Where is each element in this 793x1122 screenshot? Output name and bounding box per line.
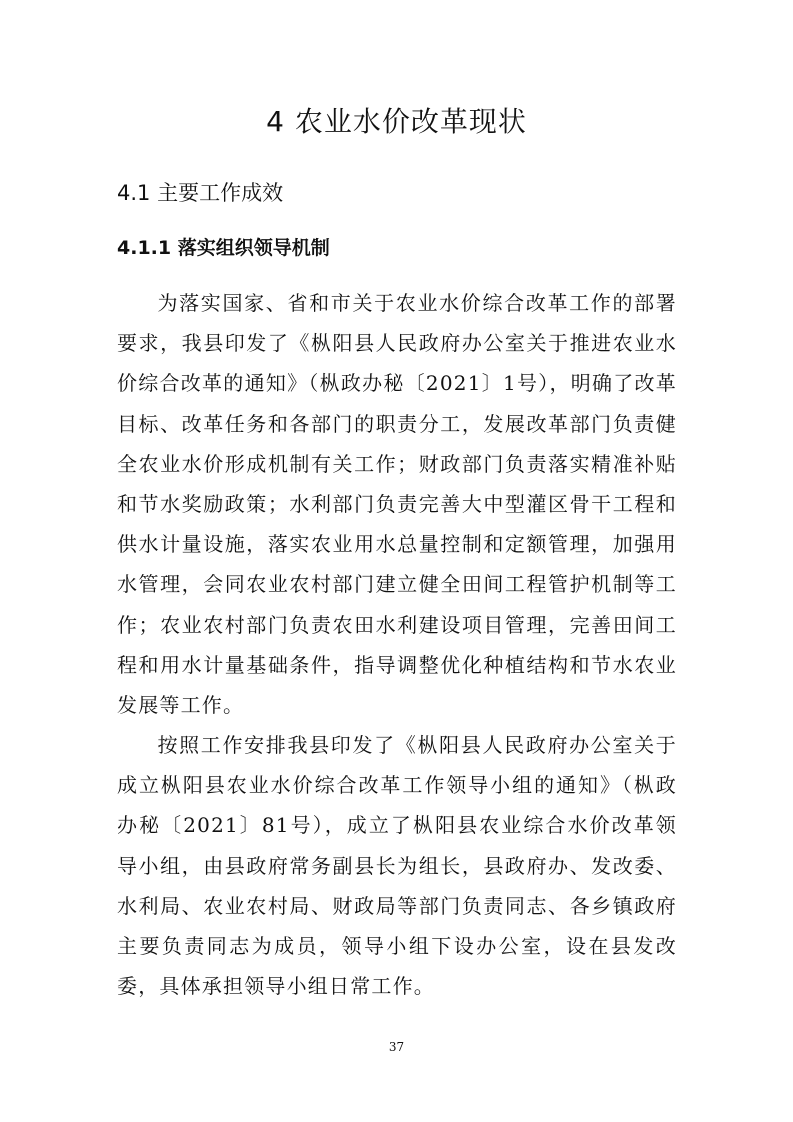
subsection-title: 4.1.1 落实组织领导机制 xyxy=(117,237,330,259)
body-paragraph xyxy=(117,725,677,1006)
body-paragraph xyxy=(117,283,677,725)
paragraph-text: 为落实国家、省和市关于农业水价综合改革工作的部署要求，我县印发了《枞阳县人民政府办公室关于推进农业水价综合改革的通知》（枞政办秘〔2021〕1号），明确了改革目标、改革任务和各部门的职责分工，发展改革部门负责健全农业水价形成机制有关工作；财政部门负责落实精准补贴和节水奖励政策；水利部门负责完善大中型灌区骨干工程和供水计量设施，落实农业用水总量控制和定额管理，加强用水管理，会同农业农村部门建立健全田间工程管护机制等工作；农业农村部门负责农田水利建设项目管理，完善田间工程和用水计量基础条件，指导调整优化种植结构和节水农业发展等工作。 xyxy=(117,291,677,718)
paragraph-text: 按照工作安排我县印发了《枞阳县人民政府办公室关于成立枞阳县农业水价综合改革工作领导小组的通知》（枞政办秘〔2021〕81号），成立了枞阳县农业综合水价改革领导小组，由县政府常务副县长为组长，县政府办、发改委、水利局、农业农村局、财政局等部门负责同志、各乡镇政府主要负责同志为成员，领导小组下设办公室，设在县发改委，具体承担领导小组日常工作。 xyxy=(117,733,677,999)
section-title: 4.1 主要工作成效 xyxy=(117,181,284,205)
chapter-title: 4 农业水价改革现状 xyxy=(266,105,527,138)
page-number: 37 xyxy=(388,1040,405,1054)
